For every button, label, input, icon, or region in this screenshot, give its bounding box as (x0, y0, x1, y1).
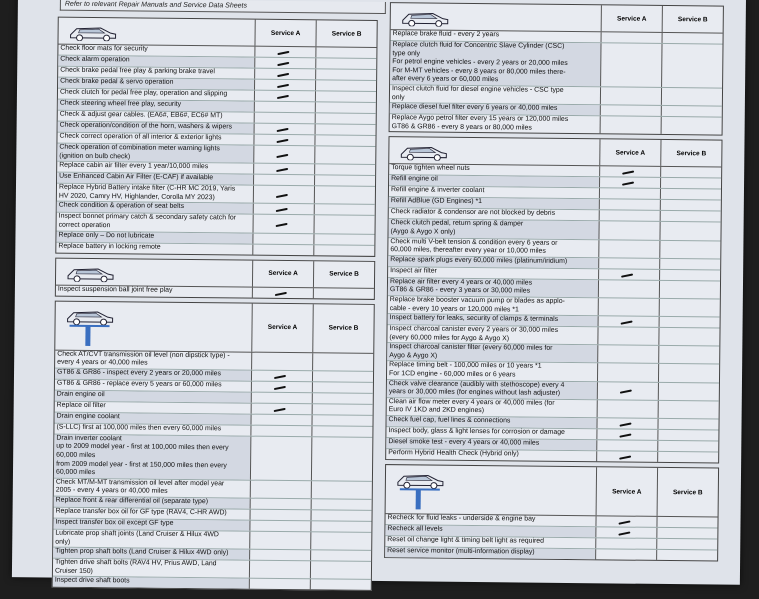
service-a-cell[interactable] (596, 418, 657, 429)
service-b-cell[interactable] (314, 175, 375, 186)
service-b-header: Service B (657, 468, 718, 517)
checklist-item-text: Check steering wheel free play, security (58, 100, 254, 112)
checklist-item-text: Replace battery in locking remote (58, 242, 161, 251)
service-b-cell[interactable] (315, 58, 376, 69)
checklist-item-text: Replace Aygo petrol filter every 15 years or 120,000 miles GT86 & GR86 - every 8 years or 80,000 miles (391, 114, 569, 132)
check-mark-icon (619, 455, 631, 459)
checklist-item-text: Clean air flow meter every 4 years or 40,000 miles (for Euro IV 1KD and 2KD engines) (388, 397, 555, 415)
service-a-cell[interactable] (252, 287, 313, 298)
service-a-cell[interactable] (596, 429, 657, 440)
service-a-cell[interactable] (249, 561, 310, 579)
checklist-item-text: Check & adjust gear cables. (EA6#, EB6#, EC6# MT) (59, 110, 223, 120)
page-title: Refer to relevant Repair Manuals and Service Data Sheets (60, 0, 386, 14)
checklist-item-text: Check floor mats for security (60, 44, 148, 53)
checklist-item-text: Inspect bonnet primary catch & secondary safety catch for correct operation (58, 213, 237, 230)
service-b-header: Service B (662, 6, 723, 33)
checklist-item-text: Tighten drive shaft bolts (RAV4 HV, Prius AWD, Land Cruiser 150) (54, 558, 217, 575)
service-b-cell[interactable] (659, 259, 720, 270)
car-side-icon (397, 143, 449, 162)
service-b-cell[interactable] (311, 426, 372, 437)
service-a-cell[interactable] (254, 58, 315, 69)
checklist-item-text: Diesel smoke test - every 4 years or 40,000 miles (386, 438, 596, 450)
service-b-cell[interactable] (657, 441, 718, 452)
service-a-cell[interactable] (598, 240, 659, 258)
check-mark-icon (618, 531, 630, 535)
checklist-item-text: Inspect suspension ball joint free play (57, 285, 173, 294)
check-mark-icon (276, 208, 288, 212)
checklist-item-text: Check alarm operation (58, 56, 254, 68)
checklist-section (55, 257, 375, 299)
checklist-item-text: Check correct operation of all interior & exterior lights (59, 132, 222, 142)
service-b-cell[interactable] (312, 404, 373, 415)
checklist-item-text: Check clutch pedal, return spring & damper (Aygo & Aygo X only) (388, 219, 598, 238)
checklist-item-text: Replace spark plugs every 60,000 miles (platinum/iridium) (388, 256, 598, 268)
service-a-cell[interactable] (254, 80, 315, 91)
service-b-cell[interactable] (661, 88, 722, 106)
check-mark-icon (619, 433, 631, 437)
service-b-cell[interactable] (312, 382, 373, 393)
service-a-cell[interactable] (253, 215, 314, 233)
service-a-cell[interactable] (254, 113, 315, 124)
checklist-item-text: Check brake pedal free play & parking brake travel (60, 66, 215, 76)
checklist-section (389, 2, 724, 136)
checklist-item-text: Perform Hybrid Health Check (Hybrid only) (388, 449, 519, 458)
service-a-header: Service A (601, 5, 662, 32)
service-b-cell[interactable] (311, 510, 372, 521)
service-b-cell[interactable] (657, 419, 718, 430)
checklist-item-text: Torque tighten wheel nuts (391, 164, 470, 173)
checklist-row (390, 41, 722, 88)
service-a-cell[interactable] (598, 258, 659, 269)
service-b-cell[interactable] (659, 317, 720, 328)
checklist-item-text: Recheck all levels (385, 525, 595, 537)
checklist-row (386, 449, 718, 462)
checklist-item-text: Inspect charcoal canister filter (every 60,000 miles for Aygo & Aygo X) (387, 343, 597, 362)
check-mark-icon (277, 95, 289, 99)
service-b-header: Service B (313, 261, 374, 288)
checklist-item-text: Check valve clearance (audibly with stethoscope) every 4 years or 30,000 miles (for engines without lash adjuster) (387, 380, 597, 399)
check-mark-icon (276, 168, 288, 172)
section-illustration (386, 465, 596, 515)
service-a-header: Service A (254, 20, 315, 47)
section-illustration (391, 3, 601, 31)
service-a-cell[interactable] (600, 116, 661, 134)
checklist-item-text: Drain engine oil (55, 390, 251, 402)
service-a-header: Service A (252, 260, 313, 287)
service-a-cell[interactable] (597, 400, 658, 418)
car-side-icon (64, 263, 116, 282)
service-b-cell[interactable] (662, 33, 723, 44)
service-b-cell[interactable] (315, 124, 376, 135)
service-a-cell[interactable] (595, 549, 656, 560)
service-a-cell[interactable] (599, 167, 660, 178)
service-b-header: Service B (312, 304, 373, 353)
check-mark-icon (275, 291, 287, 295)
service-b-cell[interactable] (659, 270, 720, 281)
checklist-item-text: Tighten prop shaft bolts (Land Cruiser & Hilux 4WD only) (53, 548, 249, 560)
check-mark-icon (277, 73, 289, 77)
service-a-cell[interactable] (598, 280, 659, 298)
checklist-item-text: Replace Hybrid Battery intake filter (C-HR MC 2019, Yaris HV 2020, Camry HV, Highlander, Corolla MY 2023) (58, 183, 236, 202)
service-b-header: Service B (315, 20, 376, 47)
service-b-cell[interactable] (310, 580, 371, 591)
service-a-header: Service A (599, 140, 660, 167)
service-b-cell[interactable] (314, 216, 375, 234)
service-a-cell[interactable] (599, 211, 660, 222)
checklist-item-text: Replace timing belt - 100,000 miles or 10 years *1 For 1CD engine - 60,000 miles or 6 years (389, 361, 542, 379)
checklist-item-text: Lubricate prop shaft joints (Land Cruiser & Hilux 4WD only) (55, 529, 219, 546)
service-b-cell[interactable] (315, 80, 376, 91)
service-a-cell[interactable] (254, 91, 315, 102)
service-a-cell[interactable] (600, 43, 661, 87)
right-column (384, 2, 724, 565)
service-a-cell[interactable] (254, 124, 315, 135)
check-mark-icon (277, 128, 289, 132)
check-mark-icon (274, 375, 286, 379)
check-mark-icon (621, 273, 633, 277)
service-a-cell[interactable] (250, 425, 311, 436)
service-a-cell[interactable] (598, 316, 659, 327)
check-mark-icon (620, 390, 632, 394)
service-a-cell[interactable] (595, 527, 656, 538)
checklist-item-text: Drain inverter coolant up to 2009 model year - first at 100,000 miles then every 60,000 miles from 2009 model year - first at 150,000 miles then every 60,000 miles (54, 434, 250, 479)
checklist-item-text: Check MT/M-MT transmission oil level after model year 2005 - every 4 years or 40,000 miles (55, 478, 225, 496)
service-a-cell[interactable] (599, 200, 660, 211)
service-a-cell[interactable] (600, 87, 661, 105)
service-b-cell[interactable] (310, 532, 371, 550)
checklist-item-text: Inspect transfer box oil except GF type (53, 518, 249, 530)
service-a-cell[interactable] (595, 538, 656, 549)
checklist-item-text: Inspect charcoal canister every 2 years or 30,000 miles (every 60,000 miles for Aygo & Aygo X) (389, 325, 559, 343)
service-b-cell[interactable] (310, 550, 371, 561)
checklist-item-text: Inspect drive shaft boots (53, 577, 249, 589)
service-a-cell[interactable] (599, 178, 660, 189)
service-a-cell[interactable] (595, 516, 656, 527)
check-mark-icon (274, 386, 286, 390)
service-a-cell[interactable] (600, 105, 661, 116)
checklist-item-text: Replace clutch fluid for Concentric Slave Cylinder (CSC) type only For petrol engine vehicles - every 2 years or 20,000 miles For M-MT vehicles - every 8 years or 80,000 miles there- after every 6 years or 60,000 miles (390, 41, 600, 86)
checklist-row (385, 547, 717, 560)
service-b-cell[interactable] (660, 211, 721, 222)
service-a-cell[interactable] (253, 164, 314, 175)
service-b-cell[interactable] (314, 135, 375, 146)
service-a-cell[interactable] (249, 521, 310, 532)
service-a-cell[interactable] (251, 370, 312, 381)
car-side-icon (67, 23, 119, 42)
service-b-cell[interactable] (656, 539, 717, 550)
service-a-cell[interactable] (249, 532, 310, 550)
car-on-lift-icon (394, 470, 446, 511)
service-a-cell[interactable] (250, 510, 311, 521)
service-b-cell[interactable] (310, 521, 371, 532)
service-b-cell[interactable] (315, 113, 376, 124)
check-mark-icon (619, 422, 631, 426)
service-b-cell[interactable] (312, 415, 373, 426)
service-a-cell[interactable] (249, 579, 310, 590)
service-a-cell[interactable] (252, 233, 313, 244)
car-on-lift-icon (63, 306, 115, 347)
left-column (52, 17, 378, 596)
service-b-cell[interactable] (312, 353, 373, 371)
service-b-cell[interactable] (660, 178, 721, 189)
checklist-item-text: Reset oil change light & timing belt light as required (387, 536, 545, 545)
check-mark-icon (277, 51, 289, 55)
checklist-section (52, 300, 375, 591)
service-a-cell[interactable] (252, 244, 313, 255)
service-a-cell[interactable] (253, 135, 314, 146)
section-header (389, 137, 721, 167)
service-b-cell[interactable] (659, 299, 720, 317)
service-b-cell[interactable] (660, 200, 721, 211)
service-b-cell[interactable] (314, 164, 375, 175)
service-a-cell[interactable] (601, 32, 662, 43)
checklist-section (55, 17, 377, 257)
service-a-cell[interactable] (251, 414, 312, 425)
service-b-cell[interactable] (657, 430, 718, 441)
checklist-item-text: Check operation of combination meter warning lights (ignition on bulb check) (57, 144, 253, 163)
section-header (55, 301, 373, 353)
service-a-cell[interactable] (253, 175, 314, 186)
checklist-row (56, 242, 374, 255)
service-a-cell[interactable] (250, 480, 311, 498)
service-a-cell[interactable] (254, 69, 315, 80)
checklist-item-text: Replace only – Do not lubricate (56, 231, 252, 243)
service-b-cell[interactable] (658, 383, 719, 401)
service-a-cell[interactable] (250, 436, 311, 480)
service-b-cell[interactable] (311, 499, 372, 510)
checklist-item-text: Check brake pedal & servo operation (58, 78, 254, 90)
checklist-item-text: GT86 & GR86 - inspect every 2 years or 20,000 miles (55, 368, 251, 380)
service-a-cell[interactable] (598, 269, 659, 280)
service-a-cell[interactable] (597, 327, 658, 345)
check-mark-icon (276, 223, 288, 227)
service-b-cell[interactable] (661, 106, 722, 117)
service-b-cell[interactable] (660, 167, 721, 178)
service-checklist-sheet (12, 0, 746, 585)
checklist-item-text: Check radiator & condensor are not blocked by debris (390, 208, 556, 218)
checklist-row (53, 577, 371, 590)
checklist-item-text: Refill engine oil (389, 175, 599, 187)
checklist-item-text: Reset service monitor (multi-information display) (385, 547, 595, 559)
service-a-cell[interactable] (253, 186, 314, 204)
service-b-cell[interactable] (659, 222, 720, 240)
checklist-item-text: Replace oil filter (56, 401, 106, 409)
service-b-cell[interactable] (661, 44, 722, 88)
checklist-item-text: Check condition & operation of seat belts (57, 202, 253, 214)
service-a-cell[interactable] (250, 499, 311, 510)
checklist-item-text: GT86 & GR86 - replace every 5 years or 60,000 miles (56, 379, 222, 389)
service-b-cell[interactable] (315, 69, 376, 80)
section-header (386, 465, 718, 517)
check-mark-icon (621, 321, 633, 325)
service-a-cell[interactable] (596, 451, 657, 462)
service-a-cell[interactable] (254, 102, 315, 113)
service-b-cell[interactable] (310, 561, 371, 579)
checklist-item-text: Refill AdBlue (GD Engines) *1 (389, 197, 599, 209)
service-b-cell[interactable] (315, 102, 376, 113)
service-a-cell[interactable] (598, 222, 659, 240)
checklist-item-text: Inspect battery for leaks, security of clamps & terminals (388, 314, 598, 326)
checklist-item-text: Check AT/CVT transmission oil level (non dipstick type) - every 4 years or 40,000 miles (57, 350, 230, 367)
service-b-cell[interactable] (658, 364, 719, 382)
service-b-cell[interactable] (660, 189, 721, 200)
service-b-cell[interactable] (659, 240, 720, 258)
checklist-item-text: Replace brake booster vacuum pump or blades as applo- cable - every 10 years or 120,000 miles *1 (389, 296, 565, 313)
checklist-item-text: Replace air filter every 4 years or 40,000 miles GT86 & GR86 - every 3 years or 30,000 miles (388, 278, 598, 297)
checklist-item-text: Inspect clutch fluid for diesel engine vehicles - CSC type only (391, 85, 564, 101)
section-illustration (56, 258, 252, 286)
service-a-cell[interactable] (254, 47, 315, 58)
service-b-cell[interactable] (313, 245, 374, 256)
service-b-cell[interactable] (657, 452, 718, 463)
checklist-item-text: Use Enhanced Cabin Air Filter (E-CAF) if available (57, 173, 253, 185)
check-mark-icon (276, 153, 288, 157)
check-mark-icon (276, 194, 288, 198)
service-a-cell[interactable] (597, 346, 658, 364)
checklist-item-text: Replace front & rear differential oil (separate type) (54, 496, 250, 508)
service-b-cell[interactable] (314, 205, 375, 216)
check-mark-icon (274, 408, 286, 412)
checklist-item-text: Replace brake fluid - every 2 years (392, 30, 500, 39)
service-b-cell[interactable] (656, 528, 717, 539)
check-mark-icon (277, 62, 289, 66)
service-a-cell[interactable] (253, 204, 314, 215)
checklist-item-text: (S-LLC) first at 100,000 miles then every 60,000 miles (56, 423, 222, 433)
service-a-cell[interactable] (598, 298, 659, 316)
service-a-header: Service A (251, 303, 312, 352)
service-b-cell[interactable] (313, 234, 374, 245)
service-a-cell[interactable] (251, 403, 312, 414)
service-b-cell[interactable] (656, 550, 717, 561)
check-mark-icon (618, 520, 630, 524)
checklist-row (54, 434, 372, 481)
section-illustration (55, 301, 251, 351)
check-mark-icon (276, 139, 288, 143)
section-header (391, 3, 723, 33)
service-a-cell[interactable] (253, 146, 314, 164)
checklist-item-text: Check clutch for pedal free play, operation and slipping (59, 88, 228, 98)
service-a-cell[interactable] (251, 392, 312, 403)
checklist-item-text: Inspect air filter (390, 266, 437, 275)
service-b-cell[interactable] (313, 288, 374, 299)
section-header (56, 258, 374, 288)
checklist-item-text: Recheck for fluid leaks - underside & engine bay (387, 514, 536, 523)
service-b-cell[interactable] (314, 186, 375, 204)
car-side-icon (399, 8, 451, 27)
service-b-cell[interactable] (658, 346, 719, 364)
checklist-item-text: Check operation/condition of the horn, washers & wipers (58, 122, 254, 134)
section-illustration (389, 137, 599, 165)
checklist-item-text: Refill engine & inverter coolant (390, 186, 485, 195)
service-a-cell[interactable] (251, 381, 312, 392)
service-a-cell[interactable] (249, 550, 310, 561)
service-b-cell[interactable] (312, 393, 373, 404)
service-b-cell[interactable] (311, 437, 372, 481)
service-b-cell[interactable] (312, 371, 373, 382)
service-a-cell[interactable] (596, 440, 657, 451)
service-b-cell[interactable] (658, 401, 719, 419)
check-mark-icon (622, 171, 634, 175)
checklist-item-text: Drain engine coolant (55, 412, 251, 424)
checklist-row (56, 285, 374, 298)
service-a-cell[interactable] (597, 382, 658, 400)
service-b-cell[interactable] (659, 281, 720, 299)
service-a-header: Service A (596, 467, 657, 516)
service-b-cell[interactable] (315, 91, 376, 102)
checklist-item-text: Check multi V-belt tension & condition every 6 years or 60,000 miles, thereafter every year or 10,000 miles (390, 237, 558, 255)
checklist-item-text: Replace transfer box oil for GF type (RAV4, C-HR AWD) (55, 507, 227, 517)
service-a-cell[interactable] (599, 189, 660, 200)
check-mark-icon (622, 182, 634, 186)
service-a-cell[interactable] (251, 352, 312, 370)
service-b-cell[interactable] (658, 328, 719, 346)
service-b-cell[interactable] (315, 47, 376, 58)
service-b-cell[interactable] (656, 517, 717, 528)
checklist-item-text: Replace cabin air filter every 1 year/10,000 miles (59, 161, 209, 171)
service-b-cell[interactable] (314, 146, 375, 164)
checklist-section (385, 136, 722, 463)
service-b-cell[interactable] (661, 117, 722, 135)
checklist-item-text: Replace diesel fuel filter every 6 years or 40,000 miles (390, 103, 600, 115)
checklist-item-text: Check fuel cap, fuel lines & connections (386, 416, 596, 428)
checklist-item-text: Inspect body, glass & light lenses for corrosion or damage (388, 427, 565, 436)
service-b-cell[interactable] (311, 481, 372, 499)
checklist-row (390, 114, 722, 135)
section-header (58, 18, 376, 48)
service-b-header: Service B (660, 140, 721, 167)
section-illustration (58, 18, 254, 46)
service-a-cell[interactable] (597, 364, 658, 382)
check-mark-icon (277, 84, 289, 88)
checklist-section (384, 464, 719, 561)
